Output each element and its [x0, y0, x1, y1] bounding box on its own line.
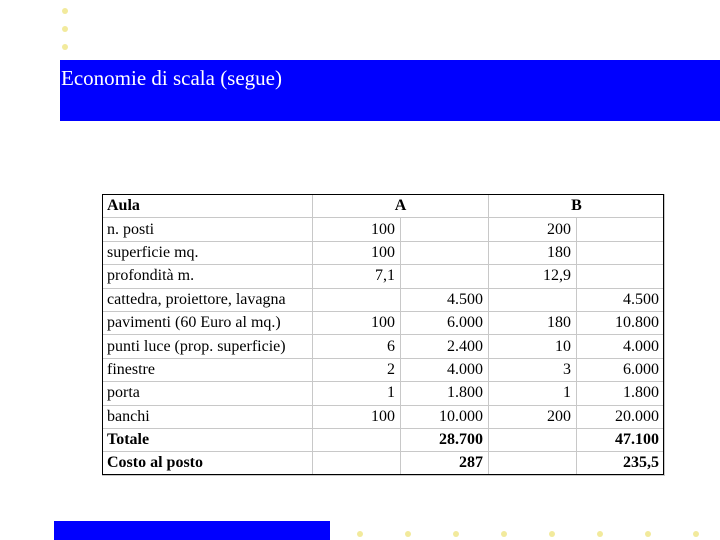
- cell-a1: 100: [313, 311, 401, 334]
- cell-a2: 2.400: [401, 335, 489, 358]
- cell-b2: 47.100: [577, 428, 665, 451]
- cell-b2: 4.000: [577, 335, 665, 358]
- bullet-dot-icon: [549, 531, 555, 537]
- cell-a1: [313, 288, 401, 311]
- bullet-dot-icon: [62, 8, 68, 14]
- cell-a1: 2: [313, 358, 401, 381]
- header-col-a: A: [313, 195, 489, 218]
- cell-a1: 7,1: [313, 265, 401, 288]
- cell-b1: [489, 452, 577, 475]
- header-col-b: B: [489, 195, 665, 218]
- cell-b1: 1: [489, 382, 577, 405]
- cost-table: [102, 194, 665, 476]
- row-label: punti luce (prop. superficie): [103, 335, 313, 358]
- title-bar: [60, 60, 720, 121]
- cell-b1: 12,9: [489, 265, 577, 288]
- cell-a1: 6: [313, 335, 401, 358]
- table-header-row: [103, 195, 665, 218]
- cell-a2: 1.800: [401, 382, 489, 405]
- table-row: [103, 405, 665, 428]
- row-label: pavimenti (60 Euro al mq.): [103, 311, 313, 334]
- cell-b2: 10.800: [577, 311, 665, 334]
- cell-b2: [577, 265, 665, 288]
- table-row: [103, 382, 665, 405]
- cell-a1: 100: [313, 218, 401, 241]
- bullet-dot-icon: [357, 531, 363, 537]
- cell-a2: 4.500: [401, 288, 489, 311]
- cell-a1: 100: [313, 241, 401, 264]
- cell-a1: 100: [313, 405, 401, 428]
- cell-a2: 6.000: [401, 311, 489, 334]
- cell-a2: [401, 241, 489, 264]
- footer-bar: [54, 521, 330, 540]
- cell-a1: [313, 428, 401, 451]
- row-label: profondità m.: [103, 265, 313, 288]
- table-row-cost-per-seat: [103, 452, 665, 475]
- bullet-dot-icon: [405, 531, 411, 537]
- cell-a2: 28.700: [401, 428, 489, 451]
- bullet-dot-icon: [597, 531, 603, 537]
- cell-a2: [401, 218, 489, 241]
- row-label: n. posti: [103, 218, 313, 241]
- bullet-dot-icon: [501, 531, 507, 537]
- cell-a2: 4.000: [401, 358, 489, 381]
- table-row: [103, 311, 665, 334]
- row-label: Costo al posto: [103, 452, 313, 475]
- cell-b2: 20.000: [577, 405, 665, 428]
- table-row: [103, 358, 665, 381]
- table-row-total: [103, 428, 665, 451]
- table-row: [103, 241, 665, 264]
- row-label: porta: [103, 382, 313, 405]
- cell-a1: 1: [313, 382, 401, 405]
- row-label: banchi: [103, 405, 313, 428]
- bullet-dot-icon: [645, 531, 651, 537]
- slide-title: Economie di scala (segue): [61, 66, 282, 90]
- cell-a2: 10.000: [401, 405, 489, 428]
- cell-a2: 287: [401, 452, 489, 475]
- cell-b1: 200: [489, 218, 577, 241]
- cell-a2: [401, 265, 489, 288]
- cell-b1: 180: [489, 311, 577, 334]
- bullet-dot-icon: [62, 44, 68, 50]
- cell-b1: [489, 288, 577, 311]
- cell-b1: 180: [489, 241, 577, 264]
- table-row: [103, 265, 665, 288]
- cell-b1: 10: [489, 335, 577, 358]
- cell-b2: 1.800: [577, 382, 665, 405]
- cell-b2: [577, 241, 665, 264]
- row-label: finestre: [103, 358, 313, 381]
- table-row: [103, 288, 665, 311]
- bullet-dot-icon: [453, 531, 459, 537]
- row-label: cattedra, proiettore, lavagna: [103, 288, 313, 311]
- table-row: [103, 335, 665, 358]
- bullet-dot-icon: [693, 531, 699, 537]
- cell-b2: 235,5: [577, 452, 665, 475]
- row-label: superficie mq.: [103, 241, 313, 264]
- cell-b1: 200: [489, 405, 577, 428]
- cell-b1: 3: [489, 358, 577, 381]
- cell-b2: 6.000: [577, 358, 665, 381]
- cell-b2: [577, 218, 665, 241]
- cell-b2: 4.500: [577, 288, 665, 311]
- cell-b1: [489, 428, 577, 451]
- cell-a1: [313, 452, 401, 475]
- bullet-dot-icon: [62, 26, 68, 32]
- table-row: [103, 218, 665, 241]
- row-label: Totale: [103, 428, 313, 451]
- header-aula: Aula: [103, 195, 313, 218]
